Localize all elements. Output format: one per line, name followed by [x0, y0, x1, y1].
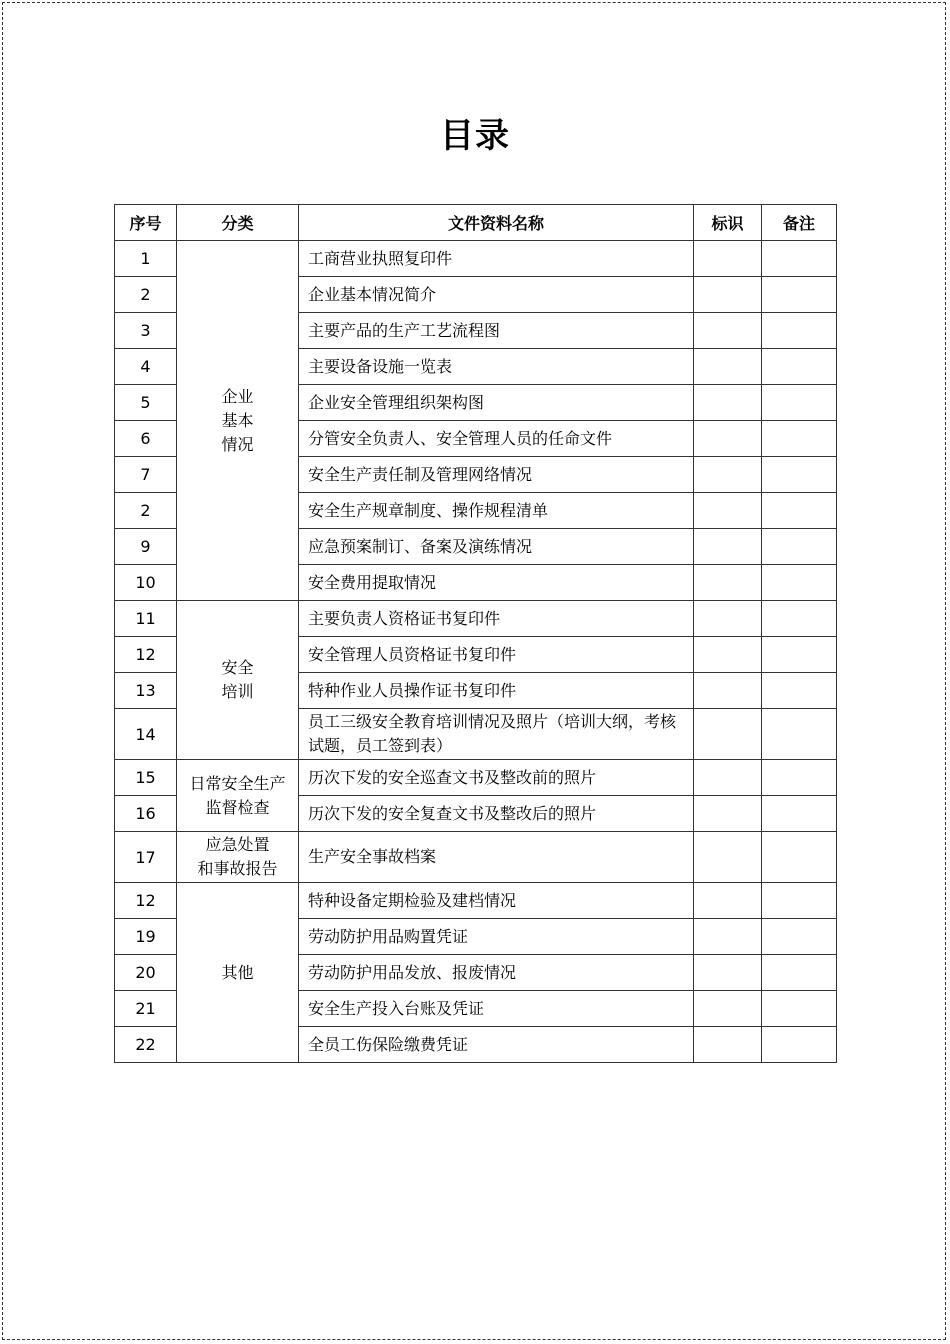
mark-cell: [694, 529, 762, 565]
remarks-cell: [762, 493, 837, 529]
remarks-cell: [762, 241, 837, 277]
header-mark: 标识: [694, 205, 762, 241]
category-line: 企业: [221, 386, 254, 406]
remarks-cell: [762, 421, 837, 457]
document-name: 安全生产规章制度、操作规程清单: [299, 493, 694, 529]
row-number: 4: [115, 349, 177, 385]
mark-cell: [694, 241, 762, 277]
document-name: 企业安全管理组织架构图: [299, 385, 694, 421]
contents-table: [114, 204, 837, 1063]
row-number: 22: [115, 1027, 177, 1063]
document-name: 安全生产投入台账及凭证: [299, 991, 694, 1027]
document-name: 主要产品的生产工艺流程图: [299, 313, 694, 349]
table-row: [115, 832, 837, 883]
category-line: 监督检查: [205, 797, 270, 817]
header-document-name: 文件资料名称: [299, 205, 694, 241]
document-name: 全员工伤保险缴费凭证: [299, 1027, 694, 1063]
row-number: 9: [115, 529, 177, 565]
row-number: 7: [115, 457, 177, 493]
document-name: 生产安全事故档案: [299, 832, 694, 883]
row-number: 2: [115, 277, 177, 313]
document-name: 员工三级安全教育培训情况及照片（培训大纲，考核试题，员工签到表）: [299, 709, 694, 760]
remarks-cell: [762, 565, 837, 601]
row-number: 21: [115, 991, 177, 1027]
category-cell: [177, 601, 299, 760]
header-remarks: 备注: [762, 205, 837, 241]
remarks-cell: [762, 529, 837, 565]
document-name: 应急预案制订、备案及演练情况: [299, 529, 694, 565]
remarks-cell: [762, 796, 837, 832]
header-category: 分类: [177, 205, 299, 241]
mark-cell: [694, 955, 762, 991]
mark-cell: [694, 919, 762, 955]
mark-cell: [694, 760, 762, 796]
category-cell: [177, 883, 299, 1063]
row-number: 19: [115, 919, 177, 955]
mark-cell: [694, 385, 762, 421]
row-number: 3: [115, 313, 177, 349]
document-name: 安全管理人员资格证书复印件: [299, 637, 694, 673]
mark-cell: [694, 832, 762, 883]
remarks-cell: [762, 313, 837, 349]
document-name: 安全生产责任制及管理网络情况: [299, 457, 694, 493]
mark-cell: [694, 277, 762, 313]
document-name: 历次下发的安全巡查文书及整改前的照片: [299, 760, 694, 796]
mark-cell: [694, 349, 762, 385]
category-line: 应急处置: [205, 835, 270, 854]
row-number: 17: [115, 832, 177, 883]
table-row: [115, 883, 837, 919]
remarks-cell: [762, 709, 837, 760]
remarks-cell: [762, 1027, 837, 1063]
remarks-cell: [762, 349, 837, 385]
mark-cell: [694, 421, 762, 457]
category-line: 和事故报告: [197, 859, 278, 878]
document-name: 劳动防护用品发放、报废情况: [299, 955, 694, 991]
category-line: 其他: [221, 962, 254, 982]
table-header-row: [115, 205, 837, 241]
row-number: 11: [115, 601, 177, 637]
row-number: 15: [115, 760, 177, 796]
document-name: 企业基本情况简介: [299, 277, 694, 313]
table-row: [115, 760, 837, 796]
row-number: 12: [115, 637, 177, 673]
table-row: [115, 241, 837, 277]
row-number: 20: [115, 955, 177, 991]
row-number: 1: [115, 241, 177, 277]
mark-cell: [694, 601, 762, 637]
document-name: 主要负责人资格证书复印件: [299, 601, 694, 637]
row-number: 6: [115, 421, 177, 457]
document-name: 劳动防护用品购置凭证: [299, 919, 694, 955]
row-number: 5: [115, 385, 177, 421]
document-name: 工商营业执照复印件: [299, 241, 694, 277]
remarks-cell: [762, 832, 837, 883]
remarks-cell: [762, 991, 837, 1027]
remarks-cell: [762, 457, 837, 493]
category-cell: [177, 832, 299, 883]
category-line: 安全: [221, 658, 254, 677]
mark-cell: [694, 883, 762, 919]
remarks-cell: [762, 883, 837, 919]
mark-cell: [694, 565, 762, 601]
document-name: 特种设备定期检验及建档情况: [299, 883, 694, 919]
remarks-cell: [762, 277, 837, 313]
mark-cell: [694, 457, 762, 493]
mark-cell: [694, 673, 762, 709]
mark-cell: [694, 637, 762, 673]
category-line: 基本: [221, 410, 254, 430]
row-number: 10: [115, 565, 177, 601]
remarks-cell: [762, 673, 837, 709]
document-name: 分管安全负责人、安全管理人员的任命文件: [299, 421, 694, 457]
remarks-cell: [762, 601, 837, 637]
remarks-cell: [762, 760, 837, 796]
mark-cell: [694, 493, 762, 529]
category-line: 培训: [221, 682, 254, 701]
mark-cell: [694, 313, 762, 349]
category-cell: [177, 241, 299, 601]
remarks-cell: [762, 955, 837, 991]
mark-cell: [694, 709, 762, 760]
page-title: 目录: [440, 116, 510, 156]
mark-cell: [694, 1027, 762, 1063]
table-row: [115, 601, 837, 637]
row-number: 12: [115, 883, 177, 919]
document-name: 主要设备设施一览表: [299, 349, 694, 385]
mark-cell: [694, 796, 762, 832]
document-name: 特种作业人员操作证书复印件: [299, 673, 694, 709]
category-line: 情况: [221, 434, 254, 454]
category-line: 日常安全生产: [189, 773, 286, 793]
document-name: 安全费用提取情况: [299, 565, 694, 601]
remarks-cell: [762, 385, 837, 421]
category-cell: [177, 760, 299, 832]
row-number: 13: [115, 673, 177, 709]
row-number: 2: [115, 493, 177, 529]
row-number: 14: [115, 709, 177, 760]
document-name: 历次下发的安全复查文书及整改后的照片: [299, 796, 694, 832]
row-number: 16: [115, 796, 177, 832]
mark-cell: [694, 991, 762, 1027]
remarks-cell: [762, 919, 837, 955]
remarks-cell: [762, 637, 837, 673]
header-number: 序号: [115, 205, 177, 241]
